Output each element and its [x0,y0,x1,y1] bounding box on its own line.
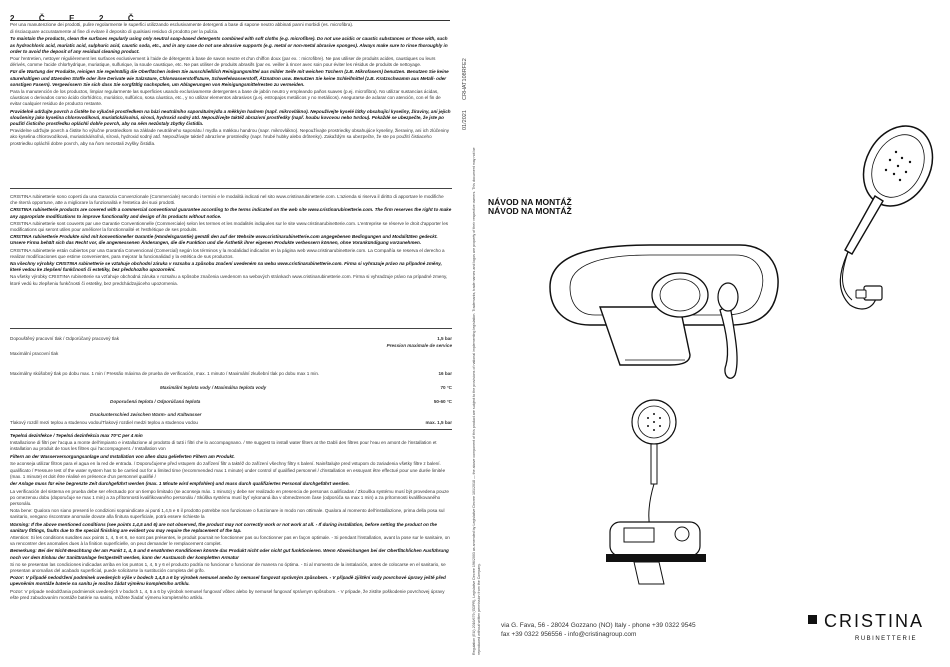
spec-label: Tlakový rozdíl mezi teplou a studenou vodou/Tlakový rozdiel medzi teplou a studenou vodou [10,420,198,425]
paragraph: Warning: If the above mentioned conditions (see points 1,4,5 and 6) are not observed, the product may not correctly work or not work at all. - If during installation, before setting the product on the sanitary fittings, faults due to the special finishing are evident you may require the replacement of the tap. [10,521,437,533]
logo-square-icon [808,615,817,624]
spec-label: Druckunterschied zwischen Warm- und Kaltwasser [90,412,202,417]
paragraph: CRISTINA rubinetterie sont couverts par une Garantie Conventionnelle (Commerciale) selon les termes et les modalités indiquées sur le site www.cristinarubinetterie.com. L'entreprise se réserve le droit d'apporter les modifications qui seront utiles pour améliorer la fonctionnalité et l'esthétique de ses produits. [10,220,449,233]
wall-mixer-illustration [530,215,790,395]
spec-label: Doporučená teplota / Odporúčaná teplota [110,399,201,404]
spec-row [10,420,452,426]
header-mark: 2 [98,14,106,23]
paragraph: Für die Wartung der Produkte, reinigen Sie regelmäßig die Oberflächen indem Sie ausschließlich Reinigungsmittel aus milder Seife mit weichen Tüchern (z.B. Mikrofasern) benutzen. Benutzen Sie keine säurehaltigen und ätzenden Stoffe oder ihre Derivate wie Salzsäure, Chlorwasserstoffsäure, Schwefelwasserstoff, Ätznatron usw. Benutzen Sie keine Schleifmittel (z.B. Kratzschwamm aus Metall- oder sonstigen Fasern). Vergewissern Sie sich dass Sie sorgfältig nachspülen, um Ablagerungen von Reinigungsmittelresten zu vermeiden. [10,69,449,87]
spec-row [10,351,452,357]
paragraph: Se aconseja utilizar filtros para el agua en la red de entrada. / Doporučujeme před vstupem do zařízení filtr a taktéž do zařízení všechny filtry s balení. Nainštalujte pred vstupom do zariadenia všetky filtre z balení. [10,460,441,466]
paragraph: CRISTINA rubinetterie están cubiertos por una Garantía Convencional (Comercial) según los términos y la modalidad indicados en la página web www.cristinarubinetterie.com. La Compañía se reserva el derecho a realizar modificaciones que estime convenientes, para mejorar la funcionalidad y la estética de sus productos. [10,247,445,259]
paragraph: Pravidelne udržujte povrch a čistite ho výlučne prostriedkom na základe neutrálneho saponátu / mydla a mäkkou handrou (napr. mikrovlákno). Nepoužívajte prostriedky obsahujúce kyseliny, žieraviny, ani ich zlúčeniny ako kyselina chlorovodíková, muriatická/soľná, sírová, hydroxid sodný atď. Nepoužívajte taktiež abrazívne prostriedky (napr. hrubé hubky alebo drôtenky). Zakaždým sa ubezpečte, že ste po použití čistiaceho prostriedku opláchli dobre povrch, aby na ňom nezostali zvyšky čistidla. [10,128,450,146]
product-code: CRHAT108RFE2 [462,58,468,100]
spec-row [10,336,452,342]
header-bar [10,8,450,21]
spec-row [10,412,452,418]
assembly-illustration [604,394,714,594]
installation-notes [10,433,452,655]
paragraph: Filtern an der Wasserversorgungsanlage und Installation von allen dazu gelieferten Filtern am Produkt. [10,453,235,459]
manual-title [488,198,572,216]
brand-logo: CRISTINA [824,611,925,631]
paragraph: Per una manutenzione dei prodotti, pulire regolarmente le superfici utilizzando esclusivamente detergenti a base di sapone neutro abbinati panni morbidi (es. microfibra). [10,22,354,27]
header-mark: Č [38,14,47,23]
spec-value: max. 1,5 bar [425,420,452,425]
spec-value: 70 °C [440,385,452,390]
paragraph: Nota bene: Qualora non siano presenti le condizioni sopraindicate ai punti 1,4,5 e 6 il prodotto potrebbe non funzionare o funzionare in modo non ottimale. Qualora al momento dell'installazione, prima della posa sul sanitario, vengano riscontrate anomalie dovute alla finitura superficiale, potrà essere richieste la [10,508,445,520]
spec-label: Dopouštěný pracovní tlak / Odporúčaný pracovný tlak [10,336,120,341]
paragraph: qualificato / Pressure test of the water system has to be carried out for a limited time (recommended max 1 minute) under control of qualified personnel / d'installation en essuyant être effectué pour une durée limitée (max. 1 minute) et doit être réalisé en présence d'un personnel qualifié / [10,468,446,480]
brand-subtitle: RUBINETTERIE [855,636,918,642]
spec-label: Maximálny skúšobný tlak po dobu max. 1 min / Pressão máxima de prueba de verificación, max. 1 minuto / Maximální zkušební tlak po dobu max 1 min. [10,371,320,376]
manual-title-line: NÁVOD NA MONTÁŽ [488,206,572,216]
spec-label: Maximální pracovní tlak [10,351,59,356]
divider [10,188,452,189]
paragraph: CRISTINA rubinetterie sono coperti da una Garanzia Convenzionale (Commerciale) secondo i termini e le modalità indicati nel sito www.cristinarubinetterie.com. L'azienda si riserva il diritto di apportare le modifiche che riterrà opportune, atte a migliorare la funzionalità e l'estetica dei suoi prodotti. [10,194,444,206]
paragraph: CRISTINA rubinetterie Produkte sind mit konventioneller Garantie (Handelsgarantie) gemäß den auf der Website www.cristinarubinetterie.com angegebenen Bedingungen und Modalitäten gedeckt. Unsere Firma behält sich das Recht vor, die angemessenen Änderungen, die die Funktion und die Ästhetik ihrer eigenen Produkte verbessern können, ohne Vorankündigung vorzunehmen. [10,234,438,246]
paragraph: Installazione di filtri per l'acqua a monte dell'impianto e installazione al prodotto di tutti i filtri che lo accompagnano. / We suggest to install water filters at the Dabli des filtres pour l'eau en amont de l'installation et installation au produit de tous les filtres qui l'accompagnent. / Installation von [10,440,437,452]
spec-sub: Pression maximale de service [386,343,452,348]
spec-row [10,399,452,405]
paragraph: Tepelná dezinfekce / Tepelná dezinfekcia max 70°C per 4 min [10,433,143,438]
paragraph: Si no se presentan las condiciones indicadas arriba en los puntos 1, 4, 5 y 6 el producto podría no funcionar o funcionar de manera no óptima. - Si al momento de la instalación, antes de colocarse en el sanitario, se presentan anomalías del acabado superficial, puede solicitarse la sustitución completa del grifo. [10,561,446,574]
paragraph: CRISTINA rubinetterie products are covered with a commercial conventional guarantee according to the terms indicated on the web site www.cristinarubinetterie.com. The firm reserves the right to make any appropriate modifications to improve functionality and design of its products without notice. [10,207,452,219]
company-address [501,621,696,639]
divider [10,328,452,329]
paragraph: Na všechny výrobky CRISTINA rubinetterie se vztahuje obchodní záruka v rozsahu a způsobu značení uvedeném na webu www.cristinarubinetterie.com. Firma si vyhrazuje právo na případné změny, které vedou ke zlepšení funkčnosti či estetiky, bez předchozího upozornění. [10,261,442,273]
paragraph: Attention: Si les conditions susdites aux points 1, 4, 5 et 6, ne sont pas présentes, le produit pourrait ne fonctionner pas ou fonctionner pas en façon optimale. - Si pendant l'installation, avant la pose sur le sanitaire, on va rencontrer des anomalies dues à la finition superficielle, on peut demander le remplacement complet. [10,535,450,547]
paragraph: di risciacquare accuratamente al fine di evitare il deposito di qualsiasi residuo di prodotto per la pulizia. [10,29,219,35]
paragraph: Bemerkung: Bei der Nicht-Beachtung der am Punkt 1, 4, 5 und 6 erwähnten Konditionen könnte das Produkt nicht oder nicht gut funktionieren. Wenn Abweichungen bei der Oberflächlichen Ausführung noch vor dem Einbau der Sanitäranlage festgestellt werden, kann der Austausch der kompletten Armatur [10,548,449,560]
address-line: via G. Fava, 56 - 28024 Gozzano (NO) Italy - phone +39 0322 9545 [501,622,696,629]
spec-value: 50-60 °C [433,399,452,404]
paragraph: der Anlage muss für eine begrenzte Zeit durchgeführt werden (max. 1 Minute wird empfohlen) und muss durch qualifiziertes Personal durchgeführt werden. [10,481,350,487]
header-mark: 2 [10,14,17,23]
manual-title-line: NÁVOD NA MONTÁŽ [488,197,572,207]
divider [10,429,452,430]
paragraph: Pozor: V prípade nedodržania podmienok uvedených v bodoch 1, 4, 5 a 6 by výrobok nemusel fungovať vôbec alebo by nemusel fungovať správnym spôsobom. - V prípade, že zistíte poškodenie povrchovej úpravy ešte pred zabudovaním montáže batérie na sanitu, môžete žiadať výmenu kompletného artiklu. [10,588,445,600]
spec-label: Maximální teplota vody / Maximálna teplota vody [160,385,267,390]
paragraph: La verificación del sistema en prueba debe ser efectuado por un tiempo limitado (se aconseja máx. 1 minuto) y debe ser realizado en presencia de personas cualificadas / Zkouška systému musí být provedena pouze po omezenou dobu (doporučuje se max 1 min) a za přítomnosti kvalifikovaného personálu / Skúška systému musí byť vykonaná iba v obmedzenom čase (odporúča sa max 1 min) a za prítomnosti kvalifikovaného personálu. [10,488,449,507]
paragraph: To maintain the products, clean the surfaces regularly using only neutral soap-based detergents combined with soft cloths (e.g. microfibre). Do not use acidic or caustic substances or those with, such as hydrochloric acid, muriatic acid, sulphuric acid, caustic soda, etc., and in any case do not use abrasive supports (e.g. metal or non-metal abrasive sponges). Always make sure to rinse thoroughly in order to avoid the deposit of any residual cleaning product. [10,36,448,54]
spec-value: 16 bar [438,371,452,376]
spec-value: 1,5 bar [437,336,452,341]
date-code: 01/2021 [462,110,468,130]
spec-row [10,385,452,391]
legal-notice: Regulation (EU) 2016/679 (GDPR), Legislative Decree 196/2003 as amended by Legislative Decree 101/2018 — the above component of this product are subject to the provisions of national implementing legislation. Trademarks, trade names and logos are property of their respective owners. This document may not be reproduced without written permission from the Company. [472,147,481,655]
paragraph: Pour l'entretien, nettoyer régulièrement les surfaces exclusivement à l'aide de détergents à base de savon neutre et d'un chiffon doux (par ex. : microfibre). Ne pas utiliser de produits acides, caustiques ou leurs dérivés, comme l'acide chlorhydrique, muriatique, sulfurique, la soude caustique, etc. Ne pas utiliser de produits abrasifs (par ex. veiller à rincer avec soin pour éviter les résidus de produits de nettoyage. [10,56,436,68]
contact-line: fax +39 0322 956556 - info@cristinagroup.com [501,631,637,638]
paragraph: Na všetky výrobky CRISTINA rubinetterie sa vzťahuje obchodná záruka v rozsahu a spôsobe značenia uvedenom na webových stránkach www.cristinarubinetterie.com. Firma si vyhradzuje právo na prípadné zmeny, ktoré vedú ku zlepšeniu funkčnosti či estetiky, bez predchádzajúceho upozornenia. [10,274,448,286]
paragraph: Pozor: V případě nedodržení podmínek uvedených výše v bodech 1,4,5 a 6 by výrobek nemusel anebo by nemusel fungovat správným způsobem. - V případě zjištění vady povrchové úpravy ještě před upevněním montáže baterie na sanitu je možno žádat výměnu kompletního artiklu. [10,575,446,587]
maintenance-text [10,22,452,182]
header-mark: E [69,14,77,23]
paragraph: Para la manutención de los productos, limpiar regularmente las superficies usando exclusivamente detergentes a base de jabón neutro y empleando paños suaves (p.ej. microfibra). No utilizar sustancias ácidas, cáusticas o derivados como ácido clorhídrico, muriático, sulfúrico, sosa cáustica, etc., y no utilizar elementos abrasivos (p.ej. estropajos metálicos y no metálicos). Asegurarse de aclarar con atención, con el fin de evitar cualquier residuo de producto restante. [10,89,441,107]
hand-shower-illustration [790,100,940,320]
paragraph: Pravidelně udržujte povrch a čistěte ho výlučně prostředkem na bázi neutrálního saponátu/mýdla a měkkým hadrem (např. mikrovlákno). Nepoužívejte kyselé látky obsahující kyseliny, žíraviny, ani jejich sloučeniny jako kyselina chlorovodíková, muriatická/solná, sírová, hydroxid sodný atd. Nepoužívejte taktéž abrazivní prostředky (např. houbu kovovou nebo tvrdou). Pokaždé se ubezpečte, že jste po použití čisticího prostředku opláchli dobře povrch, aby na něm nezůstaly zbytky čistidla. [10,108,451,127]
header-mark: Č [127,14,136,23]
warranty-text [10,194,452,322]
spec-row [10,371,452,377]
